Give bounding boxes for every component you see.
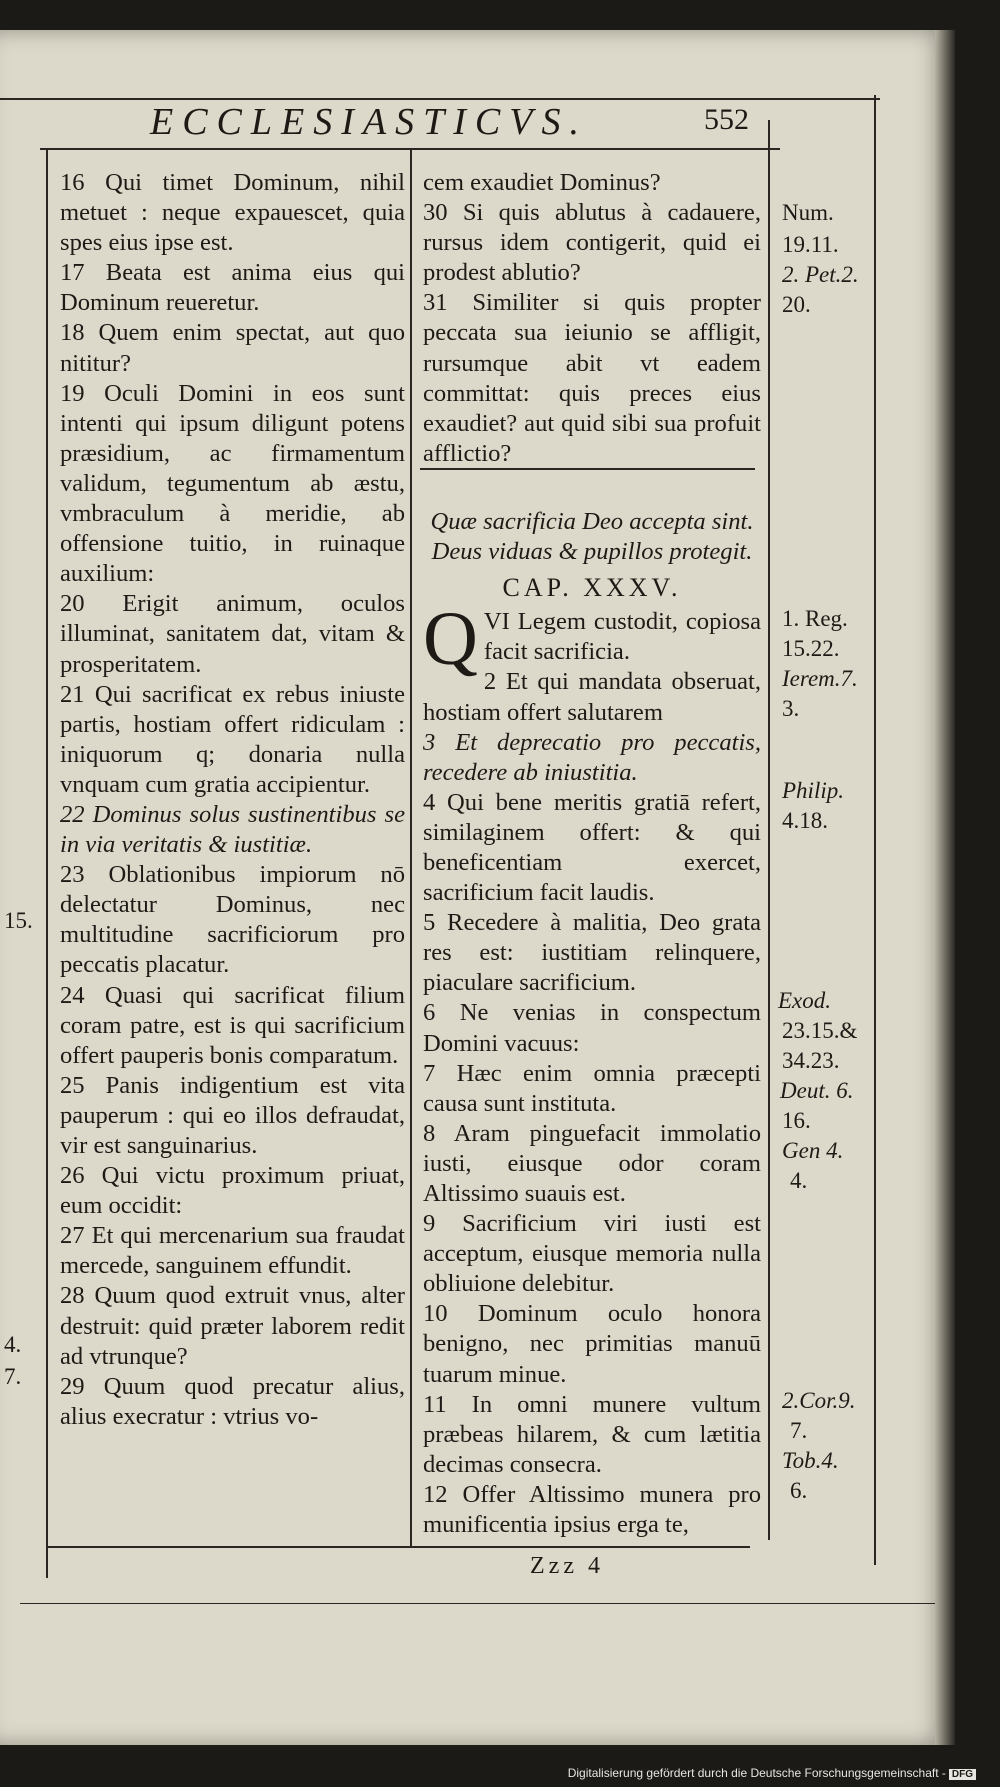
verse-25: 25 Panis indigentium est vita pauperum : qui eo illos defraudat, vir est sanguinarius. <box>60 1071 405 1159</box>
page-number: 552 <box>704 103 749 136</box>
verse-24: 24 Quasi qui sacrificat filium coram patre, est is qui sacrificium offert pauperis bonis comparatum. <box>60 981 405 1069</box>
margin-ref: 4. <box>790 1168 808 1193</box>
verse-29: 29 Quum quod precatur alius, alius execratur : vtrius vo- <box>60 1372 405 1430</box>
verse-28: 28 Quum quod extruit vnus, alter destruit: quid præter laborem redit ad vtrunque? <box>60 1282 405 1370</box>
page-edge-shadow <box>935 30 955 1745</box>
margin-ref: Exod. <box>778 988 832 1013</box>
verse-16: 16 Qui timet Dominum, nihil metuet : neque expauescet, quia spes eius ipse est. <box>60 169 405 257</box>
margin-ref: Gen 4. <box>782 1138 844 1163</box>
digitization-credit <box>568 1766 976 1780</box>
verse-22: 22 Dominus solus sustinentibus se in via veritatis & iustitiæ. <box>60 800 405 859</box>
verse-8: 8 Aram pinguefacit immolatio iusti, eiusque odor coram Altissimo suauis est. <box>423 1119 761 1207</box>
margin-ref: 1. Reg. <box>782 606 848 631</box>
margin-ref: 7. <box>790 1418 808 1443</box>
facing-margin-ref: 4. <box>4 1332 22 1357</box>
verse-31: 31 Similiter si quis propter peccata sua ieiunio se affligit, rursumque abit vt eadem committat: quis preces eius exaudiet? aut quid sibi sua profuit afflictio? <box>423 289 761 467</box>
outer-margin-rule <box>874 95 876 1565</box>
margin-ref: 2.Cor.9. <box>782 1388 856 1413</box>
chapter-title: CAP. XXXV. <box>502 573 682 603</box>
dfg-logo: DFG <box>949 1769 976 1780</box>
running-head: ECCLESIASTICVS. <box>150 101 588 143</box>
chapter-first-verse <box>423 597 761 682</box>
margin-ref: 19.11. <box>782 232 839 257</box>
footer-rule <box>46 1546 750 1548</box>
column-divider <box>410 148 412 1548</box>
verse-4: 4 Qui bene meritis gratiā refert, similaginem offert: & qui beneficentiam exercet, sacrificium facit laudis. <box>423 788 761 907</box>
margin-ref: 23.15.& <box>782 1018 858 1043</box>
margin-ref: Num. <box>782 200 834 225</box>
drop-capital: Q <box>423 597 478 682</box>
verse-18: 18 Quem enim spectat, aut quo nititur? <box>60 319 405 377</box>
margin-ref: 15.22. <box>782 636 840 661</box>
verse-20: 20 Erigit animum, oculos illuminat, sanitatem dat, vitam & prosperitatem. <box>60 590 405 678</box>
right-text-column <box>423 168 761 1540</box>
signature-mark: Zzz 4 <box>530 1553 604 1579</box>
margin-ref: 3. <box>782 696 800 721</box>
right-text-frame-rule <box>768 120 770 1540</box>
margin-ref: Philip. <box>782 778 844 803</box>
verse-29-cont: cem exaudiet Dominus? <box>423 169 661 196</box>
verse-21: 21 Qui sacrificat ex rebus iniuste partis, hostiam offert ridiculam : iniquorum q; donaria nulla vnquam cum gratia accipientur. <box>60 680 405 798</box>
margin-ref: Tob.4. <box>782 1448 839 1473</box>
first-verse-text: VI Legem custodit, copiosa facit sacrificia. <box>483 608 761 666</box>
margin-ref: Ierem.7. <box>782 666 858 691</box>
margin-ref: 34.23. <box>782 1048 840 1073</box>
verse-5: 5 Recedere à malitia, Deo grata res est: iustitiam relinquere, piaculare sacrificium. <box>423 909 761 997</box>
margin-ref: 20. <box>782 292 811 317</box>
verse-6: 6 Ne venias in conspectum Domini vacuus: <box>423 999 761 1057</box>
verse-26: 26 Qui victu proximum priuat, eum occidit: <box>60 1162 405 1220</box>
margin-ref: 16. <box>782 1108 811 1133</box>
verse-7: 7 Hæc enim omnia præcepti causa sunt instituta. <box>423 1059 761 1117</box>
margin-ref: 2. Pet.2. <box>782 262 859 287</box>
verse-9: 9 Sacrificium viri iusti est acceptum, eiusque memoria nulla obliuione delebitur. <box>423 1210 761 1298</box>
verse-11: 11 In omni munere vultum præbeas hilarem, & cum lætitia decimas consecra. <box>423 1390 761 1478</box>
credit-text: Digitalisierung gefördert durch die Deutsche Forschungsgemeinschaft - <box>567 1766 946 1780</box>
verse-2: 2 Et qui mandata obseruat, hostiam offert salutarem <box>423 668 761 726</box>
left-text-column <box>60 168 405 1432</box>
verse-30: 30 Si quis ablutus à cadauere, rursus idem contigerit, quid ei prodest ablutio? <box>423 199 761 287</box>
verse-27: 27 Et qui mercenarium sua fraudat mercede, sanguinem effundit. <box>60 1222 405 1280</box>
chapter-summary: Quæ sacrificia Deo accepta sint. Deus viduas & pupillos protegit. <box>430 507 754 566</box>
bottom-rule <box>20 1603 935 1604</box>
verse-19: 19 Oculi Domini in eos sunt intenti qui ipsum diligunt potens præsidium, ac firmamentum validum, tegumentum ab æstu, vmbraculum à meridie, ab offensione tuitio, in ruinaque auxilium: <box>60 379 405 588</box>
verse-3: 3 Et deprecatio pro peccatis, recedere ab iniustitia. <box>423 728 761 786</box>
margin-ref: Deut. 6. <box>780 1078 854 1103</box>
verse-23: 23 Oblationibus impiorum nō delectatur Dominus, nec multitudine sacrificiorum pro peccatis placatur. <box>60 861 405 979</box>
facing-margin-ref: 7. <box>4 1364 22 1389</box>
verse-10: 10 Dominum oculo honora benigno, nec primitias manuū tuarum minue. <box>423 1300 761 1388</box>
verse-12: 12 Offer Altissimo munera pro munificentia ipsius erga te, <box>423 1480 761 1539</box>
facing-margin-ref: 15. <box>4 908 33 933</box>
margin-ref: 4.18. <box>782 808 828 833</box>
verse-17: 17 Beata est anima eius qui Dominum reueretur. <box>60 259 405 317</box>
left-frame-rule <box>46 148 48 1578</box>
margin-ref: 6. <box>790 1478 808 1503</box>
